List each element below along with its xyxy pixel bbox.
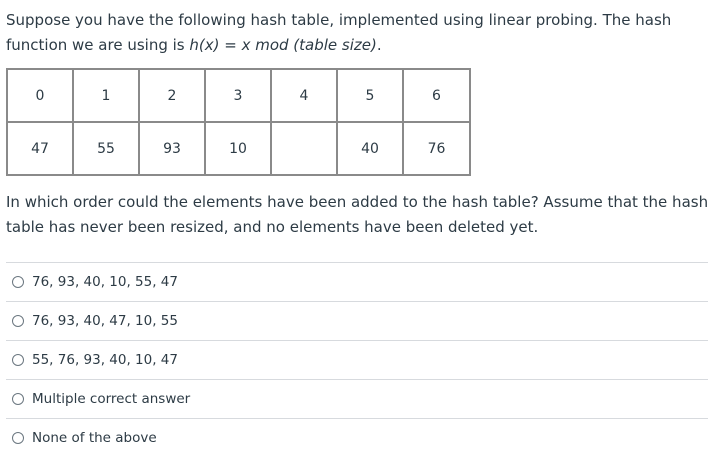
- hash-table-value-cell: [271, 122, 337, 175]
- hash-table-index-row: [7, 69, 470, 122]
- answer-option[interactable]: [6, 301, 708, 340]
- hash-table-value-cell: 55: [73, 122, 139, 175]
- question-intro-text: Suppose you have the following hash table, implemented using linear probing. The hash function we are using is: [6, 11, 672, 54]
- answer-label: 76, 93, 40, 47, 10, 55: [32, 313, 178, 329]
- answer-option[interactable]: [6, 262, 708, 301]
- hash-table-value-cell: 40: [337, 122, 403, 175]
- hash-table-index-cell: 0: [7, 69, 73, 122]
- question-body: In which order could the elements have been added to the hash table? Assume that the hash table has never been resized, and no elements have been deleted yet.: [6, 193, 709, 236]
- hash-table-index-cell: 3: [205, 69, 271, 122]
- hash-function-formula: h(x) = x mod (table size): [189, 36, 377, 54]
- hash-table-index-cell: 4: [271, 69, 337, 122]
- answer-label: 76, 93, 40, 10, 55, 47: [32, 274, 178, 290]
- radio-button[interactable]: [12, 393, 24, 405]
- hash-table-index-cell: 6: [403, 69, 470, 122]
- hash-table-value-cell: 93: [139, 122, 205, 175]
- answer-label: 55, 76, 93, 40, 10, 47: [32, 352, 178, 368]
- answer-option[interactable]: [6, 418, 708, 457]
- answer-option[interactable]: [6, 340, 708, 379]
- hash-table: [6, 68, 471, 176]
- hash-table-value-cell: 10: [205, 122, 271, 175]
- hash-table-index-cell: 2: [139, 69, 205, 122]
- answer-label: Multiple correct answer: [32, 391, 191, 407]
- hash-table-index-cell: 5: [337, 69, 403, 122]
- hash-table-value-cell: 47: [7, 122, 73, 175]
- radio-button[interactable]: [12, 354, 24, 366]
- hash-table-value-row: [7, 122, 470, 175]
- question-intro: [6, 8, 712, 58]
- radio-button[interactable]: [12, 276, 24, 288]
- answer-option[interactable]: [6, 379, 708, 418]
- hash-table-value-cell: 76: [403, 122, 470, 175]
- answer-label: None of the above: [32, 430, 157, 446]
- hash-table-index-cell: 1: [73, 69, 139, 122]
- question-intro-end: .: [376, 36, 382, 54]
- radio-button[interactable]: [12, 315, 24, 327]
- answer-list: [6, 262, 708, 457]
- radio-button[interactable]: [12, 432, 24, 444]
